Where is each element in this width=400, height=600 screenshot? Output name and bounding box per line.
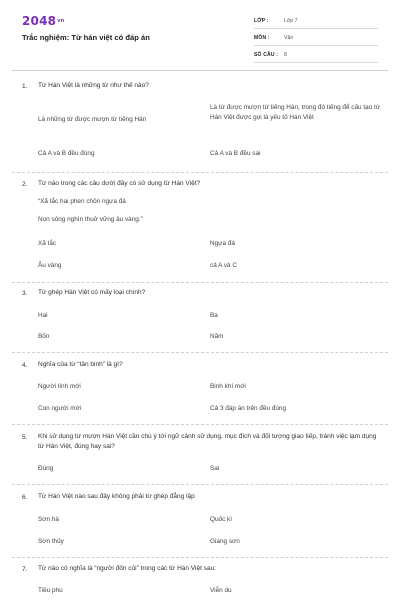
answer-option[interactable]: Là từ được mượn từ tiếng Hán, trong đó tiếng để cấu tạo từ Hán Việt được gọi là yếu tố Hán Việt	[210, 104, 381, 121]
answer-option[interactable]: Bốn	[38, 333, 50, 340]
question-separator	[12, 484, 388, 485]
question-text: Từ Hán Việt là những từ như thế nào?	[38, 82, 149, 89]
answer-option[interactable]: Năm	[210, 333, 224, 340]
answer-option[interactable]: Binh khí mới	[210, 383, 246, 390]
answer-option[interactable]: Sai	[210, 465, 220, 472]
answer-option[interactable]: Quốc kì	[210, 516, 233, 523]
answer-option[interactable]: Con người mới	[38, 405, 82, 412]
answer-option[interactable]: Cả A và B đều sai	[210, 150, 261, 157]
answer-option[interactable]: Sơn hà	[38, 516, 59, 523]
meta-row-class: LỚP : Lớp 7	[254, 14, 378, 29]
question-number: 1.	[22, 83, 28, 90]
quote-line: “Xã tắc hai phen chồn ngựa đá	[38, 198, 126, 205]
question-text: Khi sử dụng từ mượn Hán Việt cần chú ý tới ngữ cảnh sử dụng, mục đích và đối tượng giao tiếp, tránh việc lạm dụng từ Hán Việt, đúng hay sai?	[38, 433, 377, 450]
question-number: 2.	[22, 181, 28, 188]
question-text: Từ Hán Việt nào sau đây không phải từ ghép đẳng lập	[38, 493, 195, 500]
question-text: Từ nào có nghĩa là “người đốn củi” trong các từ Hán Việt sau:	[38, 565, 216, 572]
question-separator	[12, 172, 388, 173]
question-number: 6.	[22, 494, 28, 501]
question-text: Nghĩa của từ “tân binh” là gì?	[38, 361, 123, 368]
answer-option[interactable]: Đúng	[38, 465, 54, 472]
question-number: 3.	[22, 290, 28, 297]
site-logo[interactable]: $2048^{vn}$	[22, 14, 65, 28]
page-header	[0, 0, 400, 62]
question-number: 5.	[22, 434, 28, 441]
question-separator	[12, 352, 388, 353]
question-number: 4.	[22, 362, 28, 369]
answer-option[interactable]: Cả 3 đáp án trên đều đúng	[210, 405, 287, 412]
question-text: Từ nào trong các câu dưới đây có sử dụng từ Hán Việt?	[38, 180, 201, 187]
answer-option[interactable]: Xã tắc	[38, 240, 57, 247]
answer-option[interactable]: Tiều phu	[38, 587, 63, 594]
question-number: 7.	[22, 566, 28, 573]
header-divider	[12, 70, 388, 71]
answer-option[interactable]: Sơn thủy	[38, 538, 64, 545]
question-separator	[12, 282, 388, 283]
answer-option[interactable]: Âu vàng	[38, 262, 62, 269]
question-text: Từ ghép Hán Việt có mấy loại chính?	[38, 289, 146, 296]
quiz-meta	[254, 14, 378, 65]
meta-row-subject: MÔN : Văn	[254, 31, 378, 46]
answer-option[interactable]: Viễn du	[210, 587, 232, 594]
answer-option[interactable]: Người lính mới	[38, 383, 81, 390]
meta-row-count: SỐ CÂU : 8	[254, 48, 378, 63]
answer-option[interactable]: Hai	[38, 312, 48, 319]
page-title: Trắc nghiệm: Từ hán việt có đáp án	[22, 33, 150, 42]
answer-option[interactable]: Là những từ được mượn từ tiếng Hán	[38, 116, 147, 123]
answer-option[interactable]: Cả A và B đều đúng	[38, 150, 95, 157]
question-separator	[12, 557, 388, 558]
answer-option[interactable]: Ngựa đá	[210, 240, 235, 247]
question-separator	[12, 424, 388, 425]
answer-option[interactable]: Ba	[210, 312, 218, 319]
answer-option[interactable]: Giang sơn	[210, 538, 240, 545]
answer-option[interactable]: cả A và C	[210, 262, 237, 269]
quote-line: Non sông nghìn thuở vững âu vàng.”	[38, 216, 143, 223]
